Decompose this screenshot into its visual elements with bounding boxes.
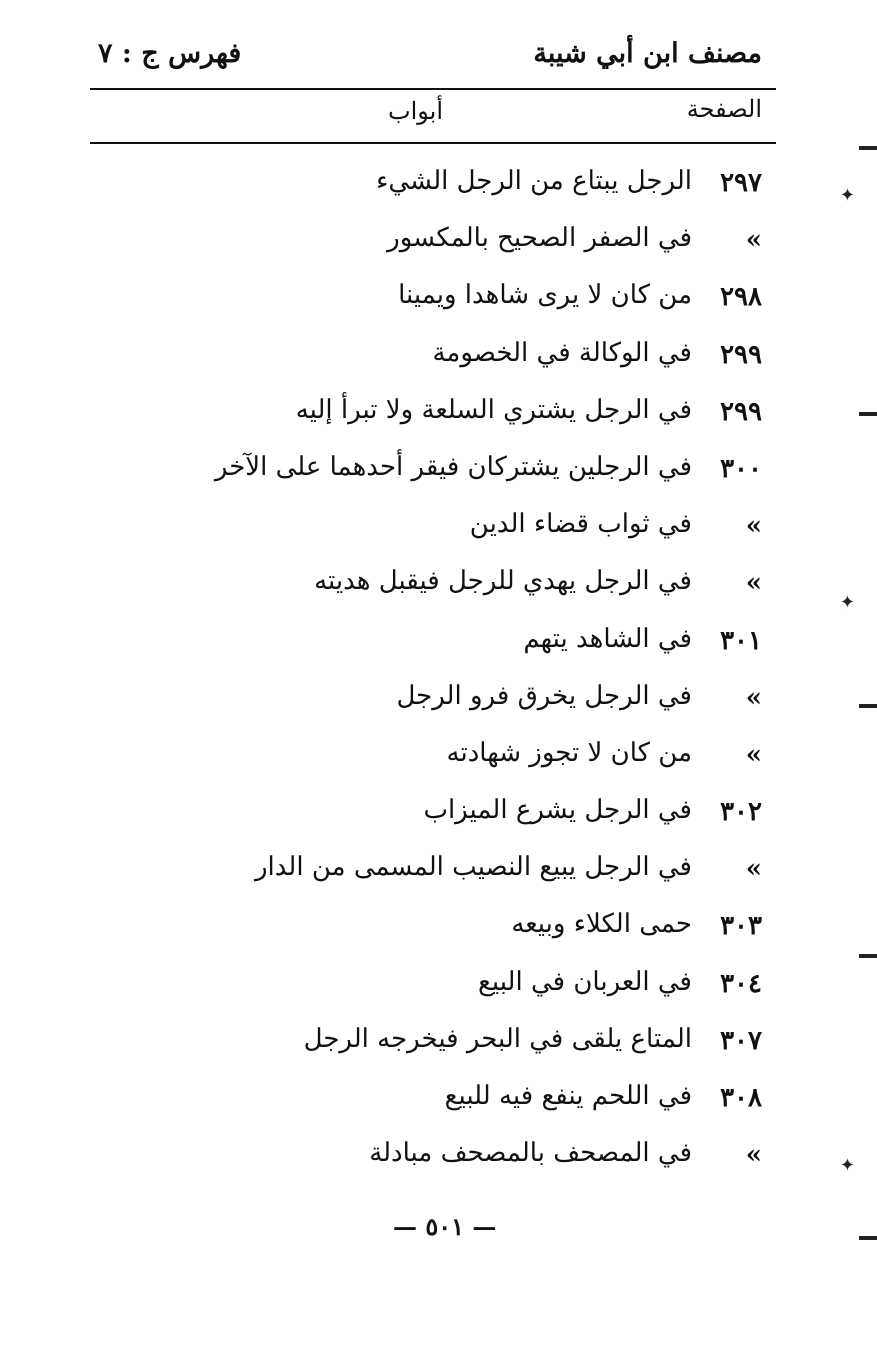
toc-entry-page: ٢٩٧ xyxy=(720,168,762,198)
toc-entry xyxy=(150,389,762,446)
running-head xyxy=(90,38,762,78)
toc-entry-page: ٣٠٣ xyxy=(720,911,762,942)
toc-entry xyxy=(150,675,762,732)
toc-entry xyxy=(150,560,762,617)
toc-entry-page: » xyxy=(745,1140,762,1171)
edge-mark xyxy=(859,412,877,416)
register-mark-icon: ✦ xyxy=(839,1155,855,1176)
toc-entry xyxy=(150,1018,762,1075)
toc-entry-title: في الرجل يشتري السلعة ولا تبرأ إليه xyxy=(295,394,692,425)
toc-entry xyxy=(150,732,762,789)
toc-entry-title: من كان لا تجوز شهادته xyxy=(446,737,692,768)
toc-entry xyxy=(150,1075,762,1132)
column-heading-page: الصفحة xyxy=(686,95,762,123)
toc-entry-title: في الوكالة في الخصومة xyxy=(432,337,692,368)
register-mark-icon: ✦ xyxy=(839,185,855,206)
toc-entry-page: » xyxy=(745,739,762,770)
toc-entry-title: في الرجل يشرع الميزاب xyxy=(423,795,692,826)
edge-mark xyxy=(859,146,877,150)
toc-entry xyxy=(150,961,762,1018)
toc-entry-title: في الرجل يخرق فرو الرجل xyxy=(396,680,692,711)
toc-entry xyxy=(150,789,762,846)
toc-entry xyxy=(150,1132,762,1189)
table-of-contents xyxy=(150,160,762,1189)
edge-mark xyxy=(859,1236,877,1240)
toc-entry-title: في الرجل يبيع النصيب المسمى من الدار xyxy=(255,852,692,883)
toc-entry xyxy=(150,274,762,331)
toc-entry-title: المتاع يلقى في البحر فيخرجه الرجل xyxy=(303,1023,692,1054)
toc-entry-page: » xyxy=(745,511,762,542)
toc-entry xyxy=(150,160,762,217)
toc-entry xyxy=(150,332,762,389)
header-rule xyxy=(90,88,776,90)
toc-entry-title: في الشاهد يتهم xyxy=(523,623,692,654)
toc-entry-page: ٢٩٨ xyxy=(720,282,762,313)
toc-entry xyxy=(150,446,762,503)
toc-entry-title: في الرجل يهدي للرجل فيقبل هديته xyxy=(314,566,692,597)
toc-entry-title: في ثواب قضاء الدين xyxy=(469,509,692,540)
toc-entry xyxy=(150,618,762,675)
toc-entry-title: من كان لا يرى شاهدا ويمينا xyxy=(398,280,692,311)
column-heading-chapters: أبواب xyxy=(388,97,444,125)
toc-entry-page: » xyxy=(745,854,762,885)
edge-mark xyxy=(859,704,877,708)
edge-mark xyxy=(859,954,877,958)
toc-entry-page: ٣٠٧ xyxy=(720,1025,762,1056)
register-mark-icon: ✦ xyxy=(839,592,855,613)
book-title: مصنف ابن أبي شيبة xyxy=(533,38,762,69)
toc-entry-title: في المصحف بالمصحف مبادلة xyxy=(369,1138,692,1169)
toc-entry-title: في الصفر الصحيح بالمكسور xyxy=(387,223,692,254)
column-heading-rule xyxy=(90,142,776,144)
toc-entry xyxy=(150,503,762,560)
toc-entry xyxy=(150,217,762,274)
toc-entry-title: في الرجلين يشتركان فيقر أحدهما على الآخر xyxy=(214,451,692,482)
toc-entry-page: ٣٠٤ xyxy=(720,968,762,999)
page-number: — ٥٠١ — xyxy=(393,1212,497,1241)
toc-entry-title: في العربان في البيع xyxy=(478,966,692,997)
toc-entry-page: » xyxy=(745,568,762,599)
toc-entry-page: ٢٩٩ xyxy=(720,396,762,427)
toc-entry-page: ٢٩٩ xyxy=(720,339,762,370)
toc-entry-title: حمى الكلاء وبيعه xyxy=(511,909,692,940)
toc-entry-page: ٣٠٨ xyxy=(720,1083,762,1113)
toc-entry-page: » xyxy=(745,225,762,256)
toc-entry-page: ٣٠١ xyxy=(720,625,762,656)
toc-entry-title: في اللحم ينفع فيه للبيع xyxy=(444,1081,692,1111)
toc-entry-title: الرجل يبتاع من الرجل الشيء xyxy=(376,166,692,196)
toc-entry-page: ٣٠٢ xyxy=(720,797,762,828)
toc-entry xyxy=(150,846,762,903)
toc-entry-page: » xyxy=(745,682,762,713)
toc-entry xyxy=(150,903,762,960)
index-label: فهرس ج : ٧ xyxy=(98,38,242,69)
toc-entry-page: ٣٠٠ xyxy=(720,453,762,484)
